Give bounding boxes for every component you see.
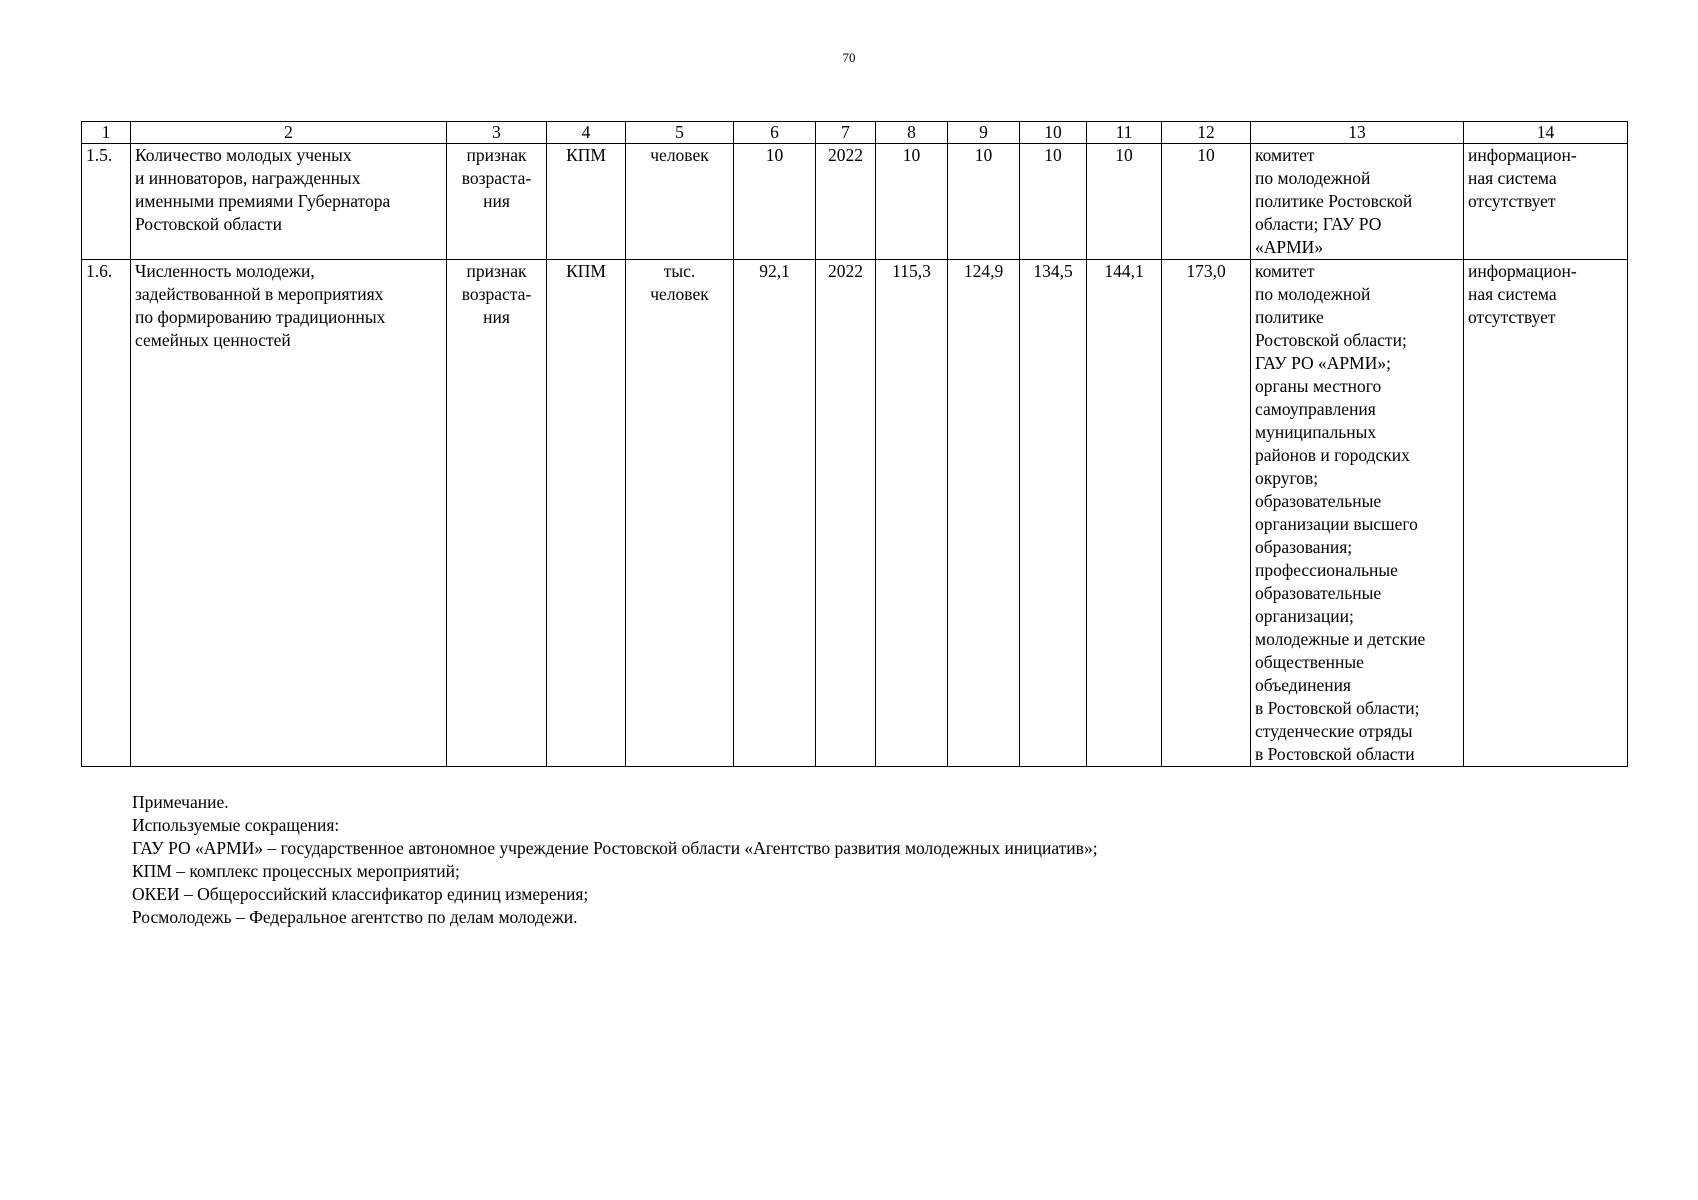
value-col-9: 124,9 [948,260,1020,767]
value-col-12: 10 [1162,144,1251,260]
unit-of-measure: тыс. человек [626,260,734,767]
indicators-table [81,121,1628,767]
indicator-type: КПМ [547,260,626,767]
value-col-9: 10 [948,144,1020,260]
value-col-10: 10 [1020,144,1087,260]
info-system: информацион- ная система отсутствует [1464,260,1628,767]
table-row [82,260,1628,767]
table-header-row [82,122,1628,144]
base-year: 2022 [816,144,876,260]
row-number: 1.5. [82,144,131,260]
info-system: информацион- ная система отсутствует [1464,144,1628,260]
base-value: 10 [734,144,816,260]
column-header: 4 [547,122,626,144]
abbreviation-item: ОКЕИ – Общероссийский классификатор единиц измерения; [132,884,589,904]
column-header: 9 [948,122,1020,144]
column-header: 5 [626,122,734,144]
column-header: 1 [82,122,131,144]
table-row [82,144,1628,260]
row-number: 1.6. [82,260,131,767]
value-col-12: 173,0 [1162,260,1251,767]
indicator-name: Численность молодежи, задействованной в мероприятиях по формированию традиционных семейных ценностей [131,260,447,767]
responsible-body: комитет по молодежной политике Ростовской области; ГАУ РО «АРМИ» [1251,144,1464,260]
value-col-10: 134,5 [1020,260,1087,767]
notes-section [132,791,1098,929]
notes-subtitle: Используемые сокращения: [132,815,340,835]
abbreviation-item: Росмолодежь – Федеральное агентство по делам молодежи. [132,907,578,927]
indicator-trait: признак возраста- ния [447,260,547,767]
unit-of-measure: человек [626,144,734,260]
column-header: 3 [447,122,547,144]
abbreviation-item: ГАУ РО «АРМИ» – государственное автономное учреждение Ростовской области «Агентство развития молодежных инициатив»; [132,838,1098,858]
column-header: 2 [131,122,447,144]
column-header: 6 [734,122,816,144]
indicator-trait: признак возраста- ния [447,144,547,260]
indicator-name: Количество молодых ученых и инноваторов, награжденных именными премиями Губернатора Ростовской области [131,144,447,260]
column-header: 10 [1020,122,1087,144]
responsible-body: комитет по молодежной политике Ростовской области; ГАУ РО «АРМИ»; органы местного самоуправления муниципальных районов и городских округов; образовательные организации высшего образования; профессиональные образовательные организации; молодежные и детские общественные объединения в Ростовской области; студенческие отряды в Ростовской области [1251,260,1464,767]
value-col-11: 10 [1087,144,1162,260]
page-number: 70 [842,50,856,65]
base-year: 2022 [816,260,876,767]
notes-title: Примечание. [132,792,229,812]
base-value: 92,1 [734,260,816,767]
value-col-8: 10 [876,144,948,260]
column-header: 11 [1087,122,1162,144]
value-col-11: 144,1 [1087,260,1162,767]
value-col-8: 115,3 [876,260,948,767]
column-header: 14 [1464,122,1628,144]
abbreviation-item: КПМ – комплекс процессных мероприятий; [132,861,460,881]
column-header: 8 [876,122,948,144]
column-header: 7 [816,122,876,144]
column-header: 13 [1251,122,1464,144]
indicator-type: КПМ [547,144,626,260]
column-header: 12 [1162,122,1251,144]
